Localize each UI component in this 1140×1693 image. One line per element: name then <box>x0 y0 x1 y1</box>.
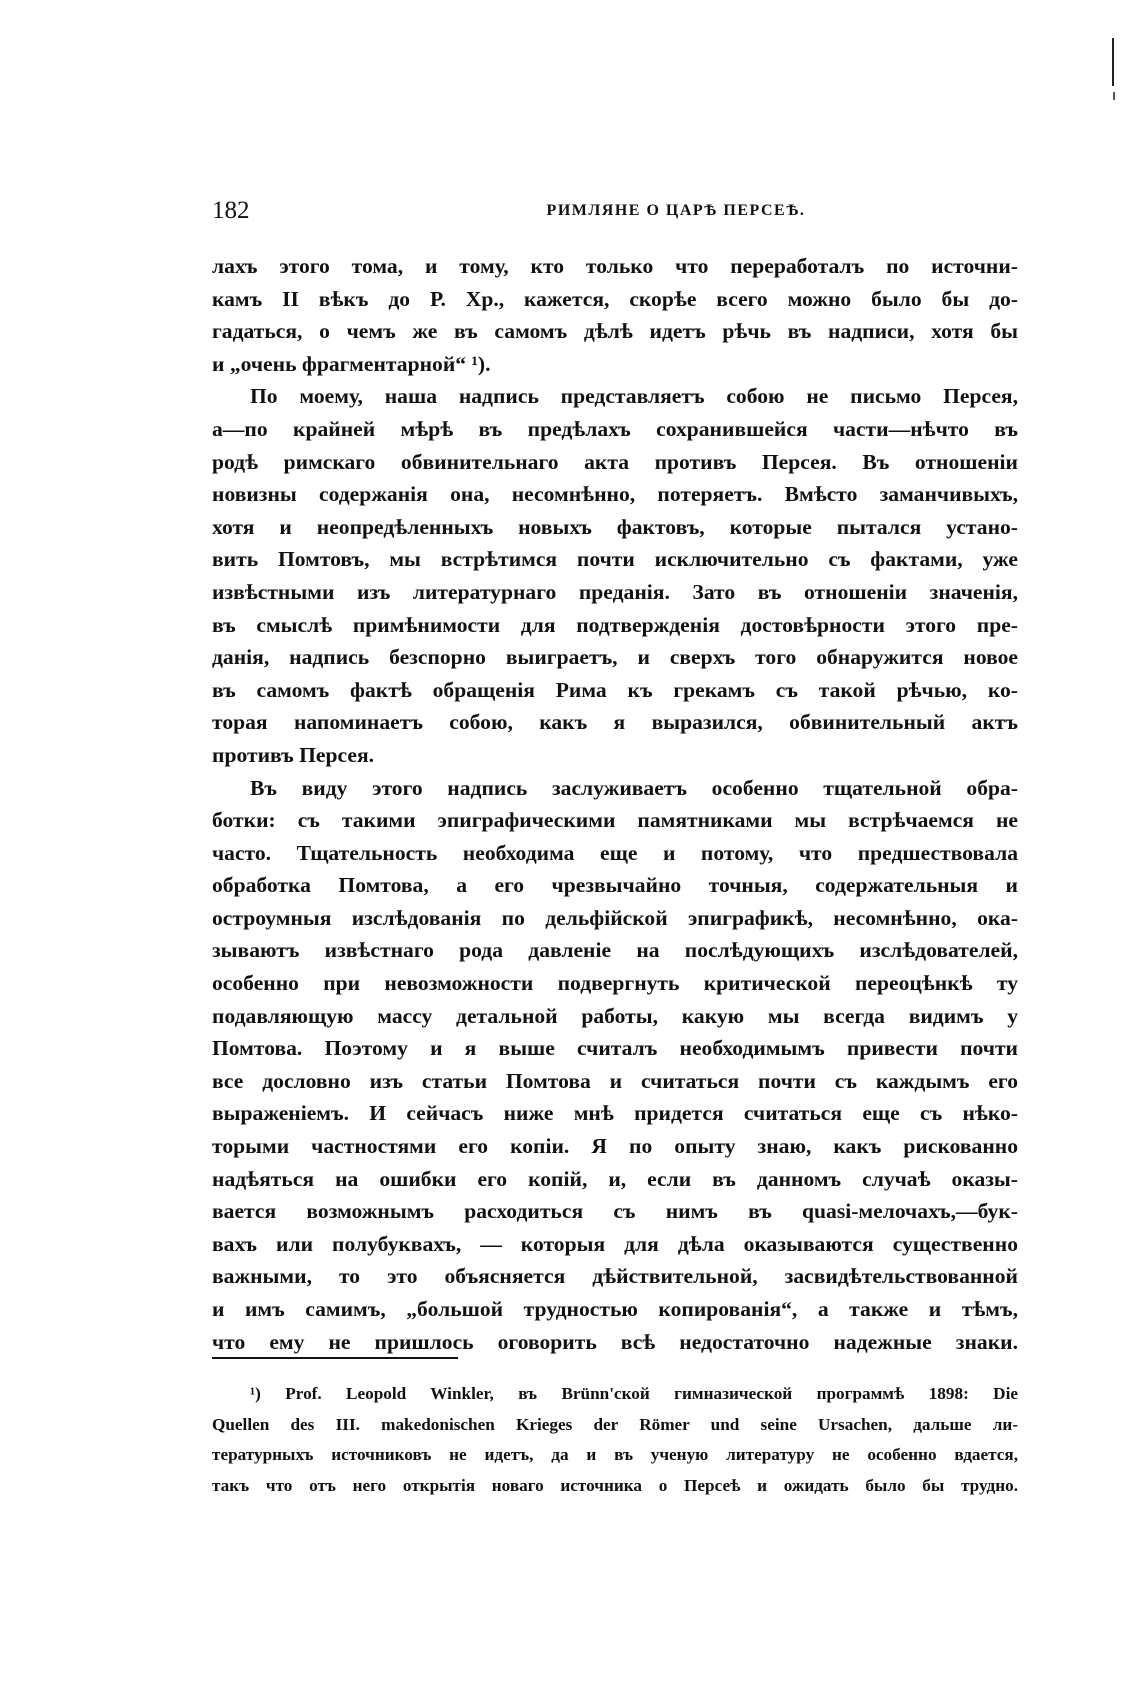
text-line: данія, надпись безспорно выиграетъ, и сверхъ того обнаружится новое <box>212 645 1018 670</box>
text-line: новизны содержанія она, несомнѣнно, потеряетъ. Вмѣсто заманчивыхъ, <box>212 482 1018 507</box>
text-line: въ самомъ фактѣ обращенія Рима къ грекамъ съ такой рѣчью, ко- <box>212 677 1018 702</box>
text-line: извѣстными изъ литературнаго преданія. Зато въ отношеніи значенія, <box>212 579 1018 604</box>
text-line: надѣяться на ошибки его копій, и, если въ данномъ случаѣ оказы- <box>212 1166 1018 1191</box>
text-line: торыми частностями его копіи. Я по опыту знаю, какъ рискованно <box>212 1134 1018 1159</box>
text-line: часто. Тщательность необходима еще и потому, что предшествовала <box>212 840 1018 865</box>
text-line: По моему, наша надпись представляетъ собою не письмо Персея, <box>250 384 1018 409</box>
page-header <box>212 196 1020 226</box>
text-line: вается возможнымъ расходиться съ нимъ въ quasi-мелочахъ,—бук- <box>212 1199 1018 1224</box>
paragraph-3 <box>212 772 1018 1359</box>
text-line: ботки: съ такими эпиграфическими памятниками мы встрѣчаемся не <box>212 808 1018 833</box>
text-line: вить Помтовъ, мы встрѣтимся почти исключительно съ фактами, уже <box>212 547 1018 572</box>
text-line: а—по крайней мѣрѣ въ предѣлахъ сохранившейся части—нѣчто въ <box>212 416 1018 441</box>
text-line: что ему не пришлось оговорить всѣ недостаточно надежные знаки. <box>212 1329 1018 1354</box>
text-line: важными, то это объясняется дѣйствительной, засвидѣтельствованной <box>212 1264 1018 1289</box>
footnotes <box>212 1379 1018 1501</box>
text-line: особенно при невозможности подвергнуть критической переоцѣнкѣ ту <box>212 971 1018 996</box>
text-line: въ смыслѣ примѣнимости для подтвержденія достовѣрности этого пре- <box>212 612 1018 637</box>
body-text <box>212 250 1018 1358</box>
footnote-1 <box>212 1379 1018 1501</box>
text-line: обработка Помтова, а его чрезвычайно точныя, содержательныя и <box>212 873 1018 898</box>
text-line: лахъ этого тома, и тому, кто только что переработалъ по источни- <box>212 254 1018 278</box>
text-line: зываютъ извѣстнаго рода давленіе на послѣдующихъ изслѣдователей, <box>212 938 1018 963</box>
paragraph-2 <box>212 380 1018 771</box>
text-line: противъ Персея. <box>212 742 375 767</box>
footnote-line: такъ что отъ него открытія новаго источника о Персеѣ и ожидать было бы трудно. <box>212 1475 1018 1495</box>
footnote-line: Quellen des III. makedonischen Krieges der Römer und seine Ursachen, дальше ли- <box>212 1414 1018 1434</box>
text-line: выраженіемъ. И сейчасъ ниже мнѣ придется считаться еще съ нѣко- <box>212 1101 1018 1126</box>
text-line: все дословно изъ статьи Помтова и считаться почти съ каждымъ его <box>212 1068 1018 1093</box>
text-line: и имъ самимъ, „большой трудностью копированія“, а также и тѣмъ, <box>212 1297 1018 1321</box>
scan-edge-mark <box>1112 38 1114 86</box>
text-line: камъ II вѣкъ до Р. Хр., кажется, скорѣе всего можно было бы до- <box>212 286 1018 311</box>
scan-edge-mark-small <box>1113 92 1115 100</box>
text-line: Помтова. Поэтому и я выше считалъ необходимымъ привести почти <box>212 1036 1018 1061</box>
page-number: 182 <box>212 197 250 224</box>
footnote-line: ¹) Prof. Leopold Winkler, въ Brünn'ской гимназической программѣ 1898: Die <box>250 1384 1018 1403</box>
footnote-line: тературныхъ источниковъ не идетъ, да и въ ученую литературу не особенно вдается, <box>212 1445 1018 1465</box>
running-title: РИМЛЯНЕ О ЦАРѢ ПЕРСЕѢ. <box>546 202 806 219</box>
text-line: хотя и неопредѣленныхъ новыхъ фактовъ, которые пытался устано- <box>212 514 1018 539</box>
text-line: Въ виду этого надпись заслуживаетъ особенно тщательной обра- <box>250 775 1018 800</box>
text-line: остроумныя изслѣдованія по дельфійской эпиграфикѣ, несомнѣнно, ока- <box>212 905 1018 930</box>
text-line: подавляющую массу детальной работы, какую мы всегда видимъ у <box>212 1003 1018 1028</box>
text-line: торая напоминаетъ собою, какъ я выразился, обвинительный актъ <box>212 710 1018 735</box>
footnote-divider <box>212 1357 458 1359</box>
text-line: вахъ или полубуквахъ, — которыя для дѣла оказываются существенно <box>212 1231 1018 1256</box>
text-line: гадаться, о чемъ же въ самомъ дѣлѣ идетъ рѣчь въ надписи, хотя бы <box>212 319 1018 344</box>
text-line: и „очень фрагментарной“ ¹). <box>212 351 491 376</box>
text-line: родѣ римскаго обвинительнаго акта противъ Персея. Въ отношеніи <box>212 449 1018 474</box>
paragraph-1 <box>212 250 1018 380</box>
